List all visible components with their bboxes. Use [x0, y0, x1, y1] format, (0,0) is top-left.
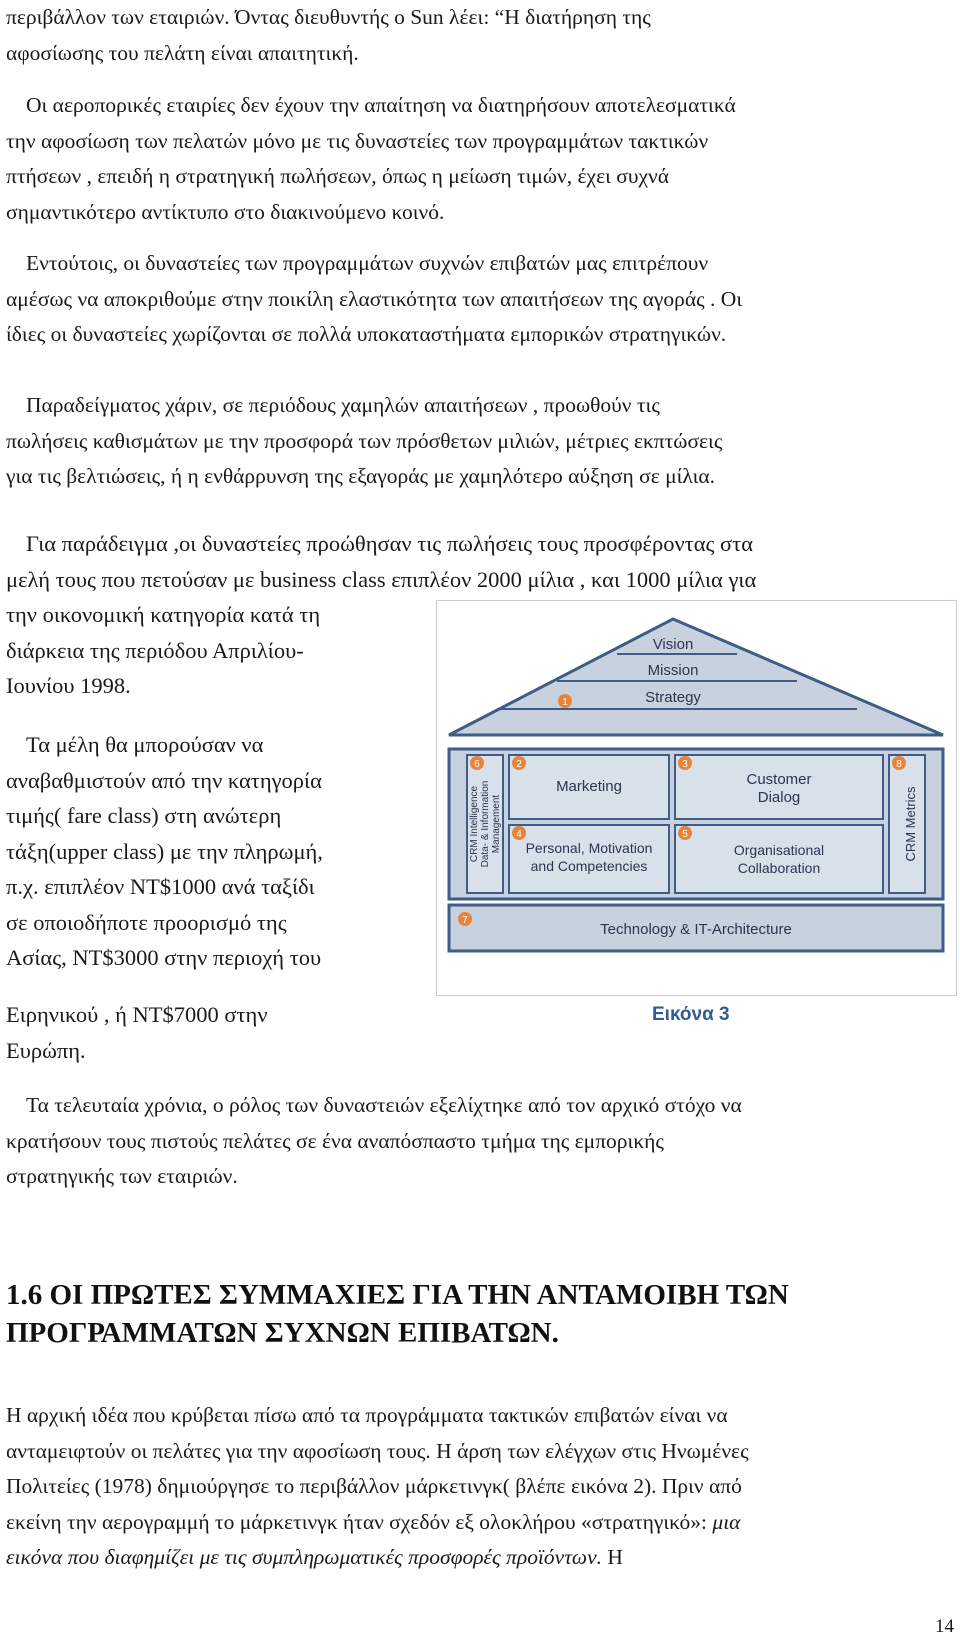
- badge-number: 1: [562, 697, 568, 708]
- text-line: Ευρώπη.: [6, 1037, 86, 1063]
- heading-line: ΠΡΟΓΡΑΜΜΑΤΩΝ ΣΥΧΝΩΝ ΕΠΙΒΑΤΩΝ.: [6, 1317, 559, 1349]
- right-pillar-text: [903, 786, 918, 862]
- text-line: Ιουνίου 1998.: [6, 673, 131, 698]
- organisational-box: [675, 825, 883, 893]
- heading-line: 1.6 ΟΙ ΠΡΩΤΕΣ ΣΥΜΜΑΧΙΕΣ ΓΙΑ ΤΗΝ ΑΝΤΑΜΟΙΒΗ ΤΩΝ: [6, 1279, 789, 1311]
- organisational-line: Collaboration: [737, 860, 821, 876]
- paragraph-3: [6, 246, 742, 353]
- badge-number: 4: [516, 829, 522, 840]
- text-line: για τις βελτιώσεις, ή η ενθάρρυνση της εξαγοράς με χαμηλότερο αύξηση σε μίλια.: [6, 464, 716, 488]
- badge-number: 6: [474, 759, 480, 770]
- paragraph-2: [6, 88, 736, 230]
- roof-strategy-label: Strategy: [645, 689, 701, 706]
- text-line: πτήσεων , επειδή η στρατηγική πωλήσεων, όπως η μείωση τιμών, έχει συχνά: [6, 164, 670, 188]
- left-pillar-line: Management: [491, 794, 502, 854]
- text-line: π.χ. επιπλέον NT$1000 ανά ταξίδι: [6, 874, 315, 899]
- right-pillar-label: CRM Metrics: [903, 786, 918, 862]
- section-heading: [6, 1276, 789, 1352]
- left-pillar-line: Data- & Information: [480, 780, 491, 868]
- text-line: ανταμειφτούν οι πελάτες για την αφοσίωση τους. Η άρση των ελέγχων στις Ηνωμένες: [6, 1438, 749, 1463]
- personal-line: Personal, Motivation: [525, 840, 653, 856]
- organisational-line: Organisational: [733, 842, 825, 858]
- page-number: 14: [935, 1616, 954, 1637]
- text-line: Οι αεροπορικές εταιρίες δεν έχουν την απαίτηση να διατηρήσουν αποτελεσματικά: [26, 93, 736, 117]
- text-line: αφοσίωσης του πελάτη είναι απαιτητική.: [6, 40, 359, 65]
- foundation-label: Technology & IT-Architecture: [600, 921, 792, 938]
- text-line: τιμής( fare class) στη ανώτερη: [6, 803, 282, 828]
- paragraph-6b: [6, 997, 268, 1068]
- badge-number: 3: [682, 759, 688, 770]
- text-line: [6, 1540, 749, 1576]
- text-line: την αφοσίωση των πελατών μόνο με τις δυναστείες των προγραμμάτων τακτικών: [6, 128, 709, 153]
- paragraph-7: [6, 1088, 742, 1195]
- text-line: [6, 1505, 749, 1541]
- text-line: περιβάλλον των εταιριών. Όντας διευθυντής ο Sun λέει: “Η διατήρηση της: [6, 5, 651, 29]
- badge-number: 7: [462, 915, 468, 926]
- text-line: τάξη(upper class) με την πληρωμή,: [6, 838, 323, 864]
- paragraph-8: [6, 1398, 749, 1576]
- customer-dialog-line: Customer: [746, 771, 812, 788]
- roof-mission-label: Mission: [647, 662, 699, 679]
- text-line: σημαντικότερο αντίκτυπο στο διακινούμενο κοινό.: [6, 199, 445, 224]
- text-line: αναβαθμιστούν από την κατηγορία: [6, 767, 322, 793]
- text-line: Παραδείγματος χάριν, σε περιόδους χαμηλών απαιτήσεων , προωθούν τις: [26, 393, 660, 417]
- roof-vision-label: Vision: [652, 636, 694, 653]
- text-line: ίδιες οι δυναστείες χωρίζονται σε πολλά υποκαταστήματα εμπορικών στρατηγικών.: [6, 322, 727, 346]
- marketing-label: Marketing: [556, 778, 622, 795]
- left-pillar-line: CRM Intelligence: [469, 785, 480, 863]
- crm-house-diagram: [437, 601, 955, 994]
- text-line: την οικονομική κατηγορία κατά τη: [6, 602, 321, 627]
- text-line: στρατηγικής των εταιριών.: [6, 1164, 238, 1188]
- text-line: Τα τελευταία χρόνια, ο ρόλος των δυναστειών εξελίχτηκε από τον αρχικό στόχο να: [26, 1093, 742, 1117]
- badge-number: 5: [682, 829, 688, 840]
- text-line: μελή τους που πετούσαν με business class επιπλέον 2000 μίλια , και 1000 μίλια για: [6, 566, 757, 592]
- text-line: Εντούτοις, οι δυναστείες των προγραμμάτων συχνών επιβατών μας επιτρέπουν: [26, 251, 709, 275]
- text-line: διάρκεια της περιόδου Απριλίου-: [6, 637, 304, 663]
- paragraph-4: [6, 388, 722, 495]
- text-line: Ασίας, NT$3000 στην περιοχή του: [6, 945, 322, 970]
- text-line: κρατήσουν τους πιστούς πελάτες σε ένα αναπόσπαστο τμήμα της εμπορικής: [6, 1128, 664, 1153]
- text-line: Ειρηνικού , ή NT$7000 στην: [6, 1002, 268, 1027]
- text-line: Τα μέλη θα μπορούσαν να: [26, 732, 264, 757]
- text-line: Πολιτείες (1978) δημιούργησε το περιβάλλον μάρκετινγκ( βλέπε εικόνα 2). Πριν από: [6, 1474, 742, 1498]
- italic-text: μια: [712, 1509, 741, 1534]
- badge-number: 2: [516, 759, 522, 770]
- text-segment: εκείνη την αερογραμμή το μάρκετινγκ ήταν σχεδόν εξ ολοκλήρου «στρατηγικό»:: [6, 1509, 708, 1534]
- crm-house-figure: [436, 600, 957, 996]
- personal-line: and Competencies: [530, 858, 648, 874]
- paragraph-1: [6, 0, 651, 71]
- text-line: αμέσως να αποκριθούμε στην ποικίλη ελαστικότητα των απαιτήσεων της αγοράς . Οι: [6, 286, 743, 311]
- text-line: σε οποιοδήποτε προορισμό της: [6, 909, 287, 935]
- text-line: πωλήσεις καθισμάτων με την προσφορά των πρόσθετων μιλιών, μέτριες εκπτώσεις: [6, 428, 723, 453]
- customer-dialog-line: Dialog: [757, 789, 801, 806]
- text-line: Η αρχική ιδέα που κρύβεται πίσω από τα προγράμματα τακτικών επιβατών είναι να: [6, 1403, 728, 1427]
- italic-text: εικόνα που διαφημίζει με τις συμπληρωματικές προσφορές προϊόντων.: [6, 1545, 603, 1569]
- text-segment: Η: [602, 1545, 623, 1569]
- text-line: Για παράδειγμα ,οι δυναστείες προώθησαν τις πωλήσεις τους προσφέροντας στα: [26, 531, 753, 556]
- badge-number: 8: [896, 759, 902, 770]
- figure-caption: Εικόνα 3: [652, 1004, 730, 1025]
- paragraph-6: [6, 727, 323, 976]
